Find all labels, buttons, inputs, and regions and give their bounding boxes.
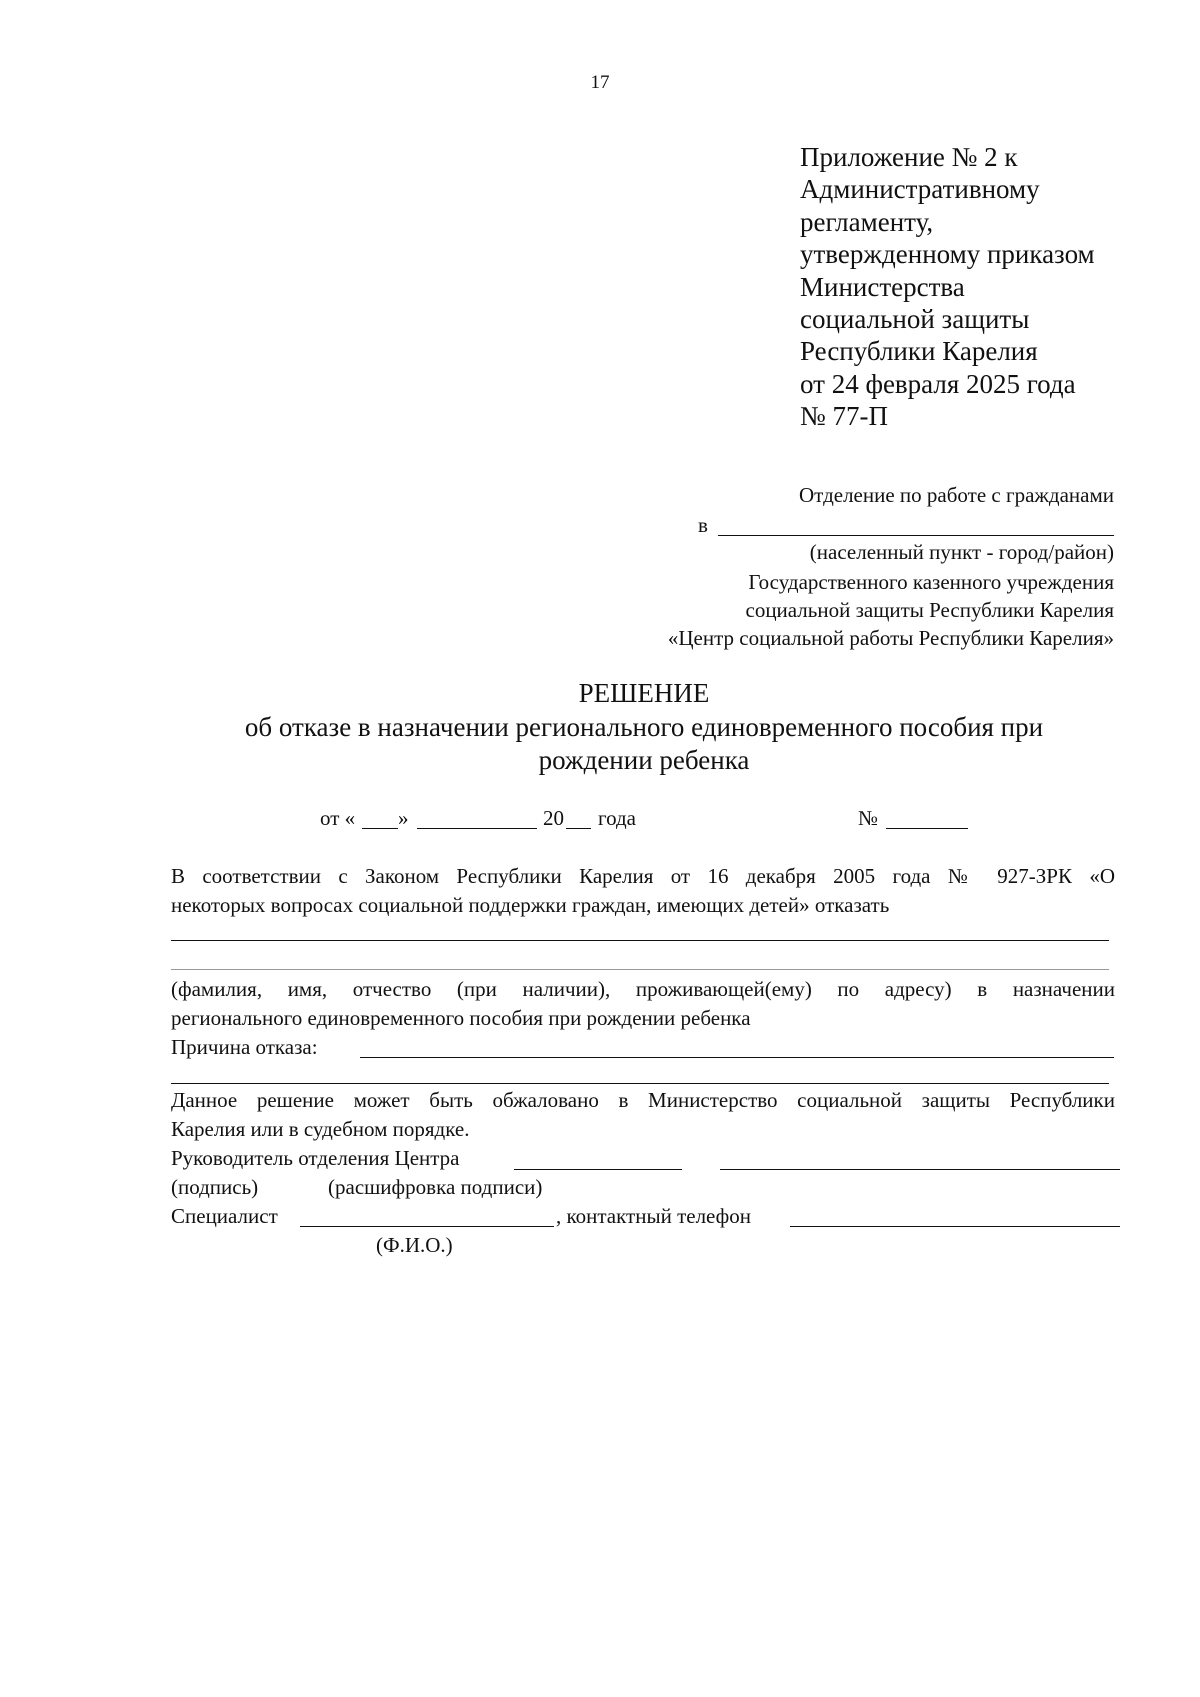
para1-line2: некоторых вопросах социальной поддержки граждан, имеющих детей» отказать xyxy=(171,893,890,917)
fio-hint: (Ф.И.О.) xyxy=(376,1233,453,1257)
day-underline xyxy=(362,828,398,829)
addressee-line-1: Отделение по работе с гражданами xyxy=(799,483,1114,507)
appeal-line2: Карелия или в судебном порядке. xyxy=(171,1117,470,1141)
page-number: 17 xyxy=(590,72,610,93)
appendix-line: социальной защиты xyxy=(800,304,1030,335)
head-label: Руководитель отделения Центра xyxy=(171,1146,460,1170)
decode-hint: (расшифровка подписи) xyxy=(328,1175,543,1199)
settlement-hint: (населенный пункт - город/район) xyxy=(809,540,1114,564)
addressee-in-prefix: в xyxy=(698,513,708,537)
addressee-line-3: Государственного казенного учреждения xyxy=(748,570,1114,594)
reason-underline-1 xyxy=(360,1057,1114,1058)
decision-subtitle-1: об отказе в назначении регионального единовременного пособия при xyxy=(244,712,1044,742)
para2-line2: регионального единовременного пособия при рождении ребенка xyxy=(171,1006,751,1030)
appeal-line1: Данное решение может быть обжаловано в Министерство социальной защиты Республики xyxy=(171,1088,1115,1112)
addressee-line-5: «Центр социальной работы Республики Карелия» xyxy=(667,626,1114,650)
decision-title: РЕШЕНИЕ xyxy=(578,678,710,708)
month-underline xyxy=(417,828,537,829)
specialist-label: Специалист xyxy=(171,1204,278,1228)
date-from-label: от « xyxy=(320,806,356,830)
para1-line1: В соответствии с Законом Республики Карелия от 16 декабря 2005 года № 927-ЗРК «О xyxy=(171,864,1115,888)
reason-underline-2 xyxy=(171,1083,1109,1084)
settlement-underline xyxy=(718,535,1114,536)
appendix-block xyxy=(800,141,1180,433)
head-decode-underline xyxy=(720,1169,1120,1170)
para2-line1: (фамилия, имя, отчество (при наличии), проживающей(ему) по адресу) в назначении xyxy=(171,977,1115,1001)
signature-hint: (подпись) xyxy=(171,1175,259,1199)
reason-label: Причина отказа: xyxy=(171,1035,318,1059)
appendix-line: Республики Карелия xyxy=(800,336,1038,367)
appendix-line: регламенту, xyxy=(800,206,934,237)
appendix-line: Министерства xyxy=(800,271,965,302)
year-prefix: 20 xyxy=(543,806,564,830)
year-suffix: года xyxy=(598,806,636,830)
number-underline xyxy=(886,828,968,829)
fullname-underline-2 xyxy=(171,969,1109,970)
phone-label: , контактный телефон xyxy=(556,1204,751,1228)
decision-subtitle-2: рождении ребенка xyxy=(538,745,750,775)
addressee-line-4: социальной защиты Республики Карелия xyxy=(745,598,1114,622)
fullname-underline-1 xyxy=(171,940,1109,941)
specialist-underline xyxy=(300,1226,554,1227)
head-signature-underline xyxy=(514,1169,682,1170)
number-sign: № xyxy=(858,806,879,830)
appendix-line: от 24 февраля 2025 года xyxy=(800,368,1076,399)
phone-underline xyxy=(790,1226,1120,1227)
year-underline xyxy=(566,828,591,829)
date-close-quote: » xyxy=(398,806,409,830)
appendix-line: утвержденному приказом xyxy=(800,239,1095,270)
appendix-line: Административному xyxy=(800,174,1040,205)
appendix-line: № 77-П xyxy=(800,401,889,432)
appendix-line: Приложение № 2 к xyxy=(800,142,1018,172)
